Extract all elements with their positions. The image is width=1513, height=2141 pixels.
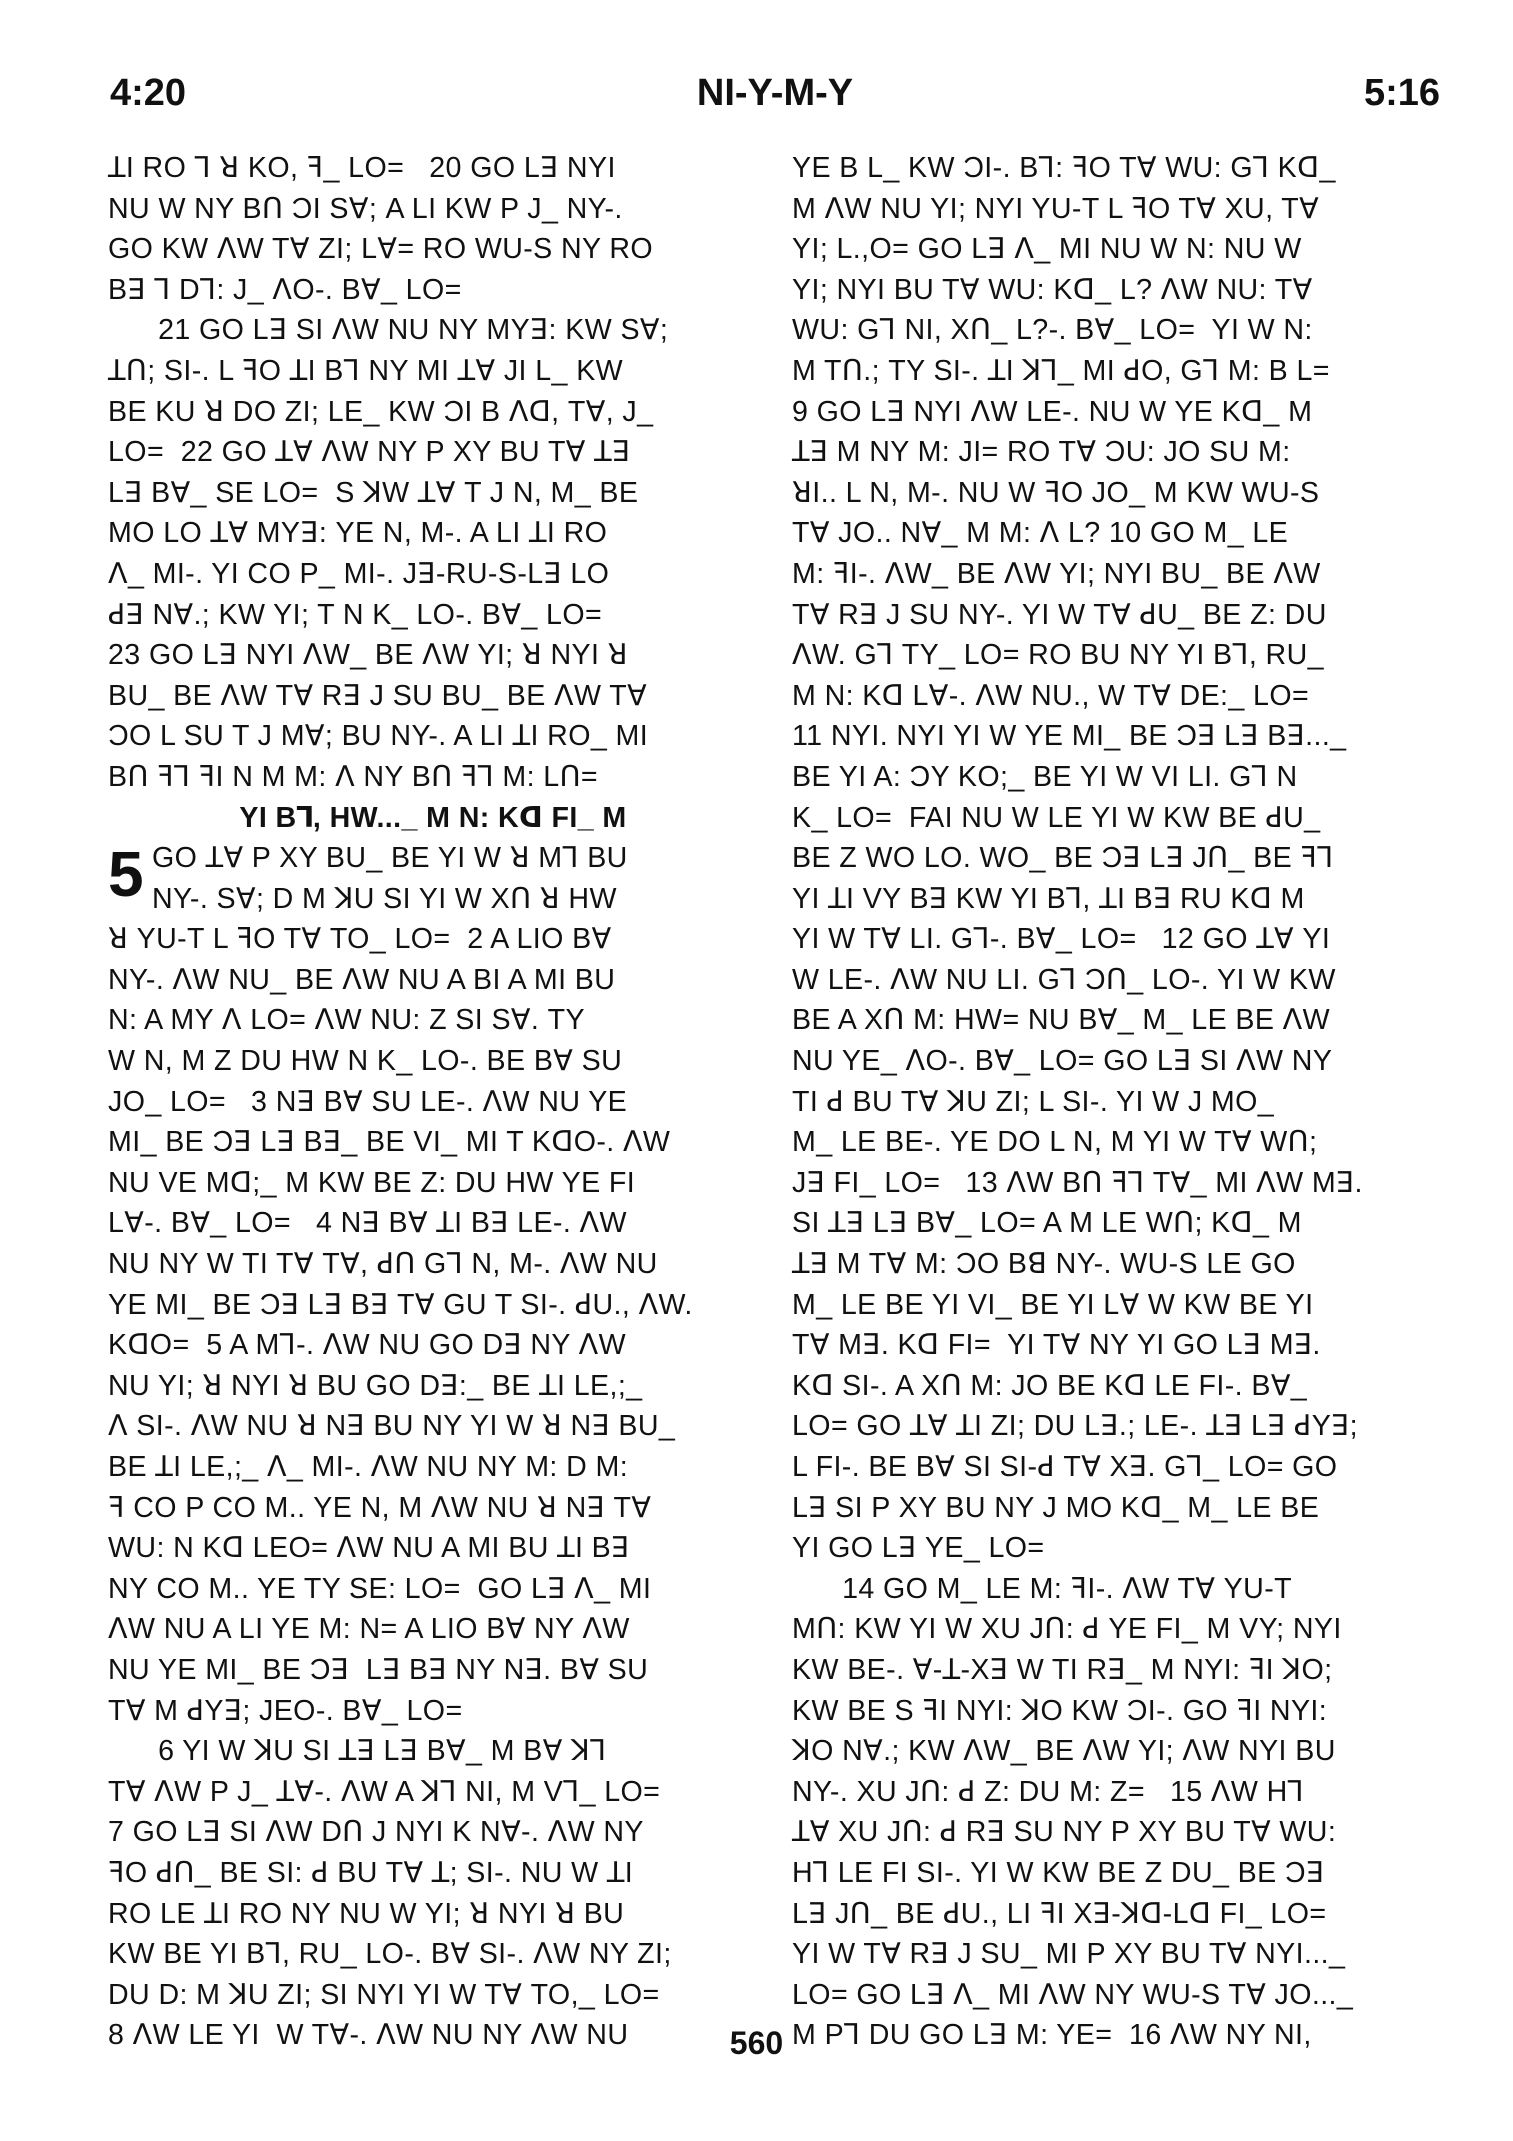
text-line: ꟻ CO P CO M.. YE N, M ꓥW NU ꓤ Nꓱ Tꓯ <box>108 1491 652 1524</box>
text-line: ꓥ_ MI-. YI CO P_ MI-. Jꓱ-RU-S-Lꓱ LO <box>108 557 610 590</box>
text-line: N: A MY ꓥ LO= ꓥW NU: Z SI Sꓯ. TY <box>108 1004 585 1037</box>
text-line: ꓥW. Gꓶ TY_ LO= RO BU NY YI Bꓶ, RU_ <box>792 639 1324 672</box>
text-line: ꓘO Nꓯ.; KW ꓥW_ BE ꓥW YI; ꓥW NYI BU <box>792 1735 1336 1768</box>
text-line: YE B L_ KW ƆI-. Bꓶ: ꟻO Tꓯ WU: Gꓶ Kꓷ_ <box>792 152 1336 184</box>
text-line: KW BE YI Bꓶ, RU_ LO-. Bꓯ SI-. ꓥW NY ZI; <box>108 1938 672 1971</box>
text-line: W N, M Z DU HW N K_ LO-. BE Bꓯ SU <box>108 1045 623 1078</box>
text-line: Hꓶ LE FI SI-. YI W KW BE Z DU_ BE Ɔꓱ <box>792 1856 1325 1889</box>
text-line: BE A Xꓵ M: HW= NU Bꓯ_ M_ LE BE ꓥW <box>792 1004 1331 1037</box>
text-line: BE YI A: ƆY KO;_ BE YI W VI LI. Gꓶ N <box>792 760 1298 793</box>
text-line: M_ LE BE YI VI_ BE YI Lꓯ W KW BE YI <box>792 1288 1314 1321</box>
text-line: Tꓯ Mꓱ. Kꓷ FI= YI Tꓯ NY YI GO Lꓱ Mꓱ. <box>792 1329 1321 1362</box>
text-line: KW BE S ꟻI NYI: ꓘO KW ƆI-. GO ꟻI NYI: <box>792 1694 1328 1727</box>
text-line: ꟻO ꓒꓵ_ BE SI: ꓒ BU Tꓯ ꓕ; SI-. NU W ꓕI <box>108 1856 634 1889</box>
text-line: ꓒꓱ Nꓯ.; KW YI; T N K_ LO-. Bꓯ_ LO= <box>108 598 603 631</box>
text-line: YI W Tꓯ LI. Gꓶ-. Bꓯ_ LO= 12 GO ꓕꓯ YI <box>792 923 1331 956</box>
text-line: SI ꓕꓱ Lꓱ Bꓯ_ LO= A M LE Wꓵ; Kꓷ_ M <box>792 1207 1302 1240</box>
text-line: 7 GO Lꓱ SI ꓥW Dꓵ J NYI K Nꓯ-. ꓥW NY <box>108 1816 644 1849</box>
text-line: M: ꟻI-. ꓥW_ BE ꓥW YI; NYI BU_ BE ꓥW <box>792 557 1321 590</box>
text-line: ꓕI RO ꓶ ꓤ KO, ꟻ_ LO= 20 GO Lꓱ NYI <box>108 152 616 184</box>
text-line: M N: Kꓷ Lꓯ-. ꓥW NU., W Tꓯ DE:_ LO= <box>792 679 1310 712</box>
text-line: JO_ LO= 3 Nꓱ Bꓯ SU LE-. ꓥW NU YE <box>108 1085 628 1118</box>
text-line: Tꓯ JO.. Nꓯ_ M M: ꓥ L? 10 GO M_ LE <box>792 517 1289 550</box>
text-line: DU D: M ꓘU ZI; SI NYI YI W Tꓯ TO,_ LO= <box>108 1978 660 2011</box>
text-line: Bꓵ ꟻꓶ ꟻI N M M: ꓥ NY Bꓵ ꟻꓶ M: Lꓵ= <box>108 760 599 793</box>
text-line: NY-. Sꓯ; D M ꓘU SI YI W Xꓵ ꓤ HW <box>152 882 617 915</box>
text-line: NY-. XU Jꓵ: ꓒ Z: DU M: Z= 15 ꓥW Hꓶ <box>792 1775 1304 1808</box>
text-line: NU YI; ꓤ NYI ꓤ BU GO Dꓱ:_ BE ꓕI LE,;_ <box>108 1369 643 1402</box>
text-line: NY CO M.. YE TY SE: LO= GO Lꓱ ꓥ_ MI <box>108 1572 652 1605</box>
text-line: ꓤ YU-T L ꟻO Tꓯ TO_ LO= 2 A LIO Bꓯ <box>108 923 612 956</box>
text-line: ꓕꓵ; SI-. L ꟻO ꓕI Bꓶ NY MI ꓕꓯ JI L_ KW <box>108 354 624 387</box>
text-line: GO KW ꓥW Tꓯ ZI; Lꓯ= RO WU-S NY RO <box>108 233 654 266</box>
text-line: RO LE ꓕI RO NY NU W YI; ꓤ NYI ꓤ BU <box>108 1897 625 1930</box>
text-line: ꓥW NU A LI YE M: N= A LIO Bꓯ NY ꓥW <box>108 1613 630 1646</box>
text-line: Tꓯ M ꓒYꓱ; JEO-. Bꓯ_ LO= <box>108 1694 463 1727</box>
page-number: 560 <box>729 2025 784 2061</box>
text-line: YI; NYI BU Tꓯ WU: Kꓷ_ L? ꓥW NU: Tꓯ <box>792 273 1313 306</box>
header-book-title: NI-Y-M-Y <box>696 72 854 114</box>
text-line: LO= 22 GO ꓕꓯ ꓥW NY P XY BU Tꓯ ꓕꓱ <box>108 436 631 469</box>
text-line: Lꓱ SI P XY BU NY J MO Kꓷ_ M_ LE BE <box>792 1491 1320 1524</box>
text-line: 21 GO Lꓱ SI ꓥW NU NY MYꓱ: KW Sꓯ; <box>108 314 669 347</box>
text-line: 9 GO Lꓱ NYI ꓥW LE-. NU W YE Kꓷ_ M <box>792 395 1313 428</box>
text-line: LO= GO Lꓱ ꓥ_ MI ꓥW NY WU-S Tꓯ JO..._ <box>792 1978 1354 2011</box>
text-line: KꓷO= 5 A Mꓶ-. ꓥW NU GO Dꓱ NY ꓥW <box>108 1329 627 1362</box>
left-text-column <box>108 148 758 2052</box>
text-line: Lꓯ-. Bꓯ_ LO= 4 Nꓱ Bꓯ ꓕI Bꓱ LE-. ꓥW <box>108 1207 627 1240</box>
text-line: BE Z WO LO. WO_ BE Ɔꓱ Lꓱ Jꓵ_ BE ꟻꓶ <box>792 842 1334 875</box>
text-line: L FI-. BE Bꓯ SI SI-ꓒ Tꓯ Xꓱ. Gꓶ_ LO= GO <box>792 1451 1338 1483</box>
text-line: ƆO L SU T J Mꓯ; BU NY-. A LI ꓕI RO_ MI <box>108 720 649 753</box>
text-line: YE MI_ BE Ɔꓱ Lꓱ Bꓱ Tꓯ GU T SI-. ꓒU., ꓥW. <box>108 1288 693 1321</box>
text-line: Mꓵ: KW YI W XU Jꓵ: ꓒ YE FI_ M VY; NYI <box>792 1613 1342 1646</box>
text-line: ꓕꓯ XU Jꓵ: ꓒ Rꓱ SU NY P XY BU Tꓯ WU: <box>792 1816 1337 1849</box>
text-line: BU_ BE ꓥW Tꓯ Rꓱ J SU BU_ BE ꓥW Tꓯ <box>108 679 648 712</box>
text-line: MI_ BE Ɔꓱ Lꓱ Bꓱ_ BE VI_ MI T KꓷO-. ꓥW <box>108 1126 671 1159</box>
text-line: YI GO Lꓱ YE_ LO= <box>792 1532 1045 1565</box>
text-line: K_ LO= FAI NU W LE YI W KW BE ꓒU_ <box>792 801 1321 834</box>
text-line: ꓥ SI-. ꓥW NU ꓤ Nꓱ BU NY YI W ꓤ Nꓱ BU_ <box>108 1410 676 1443</box>
text-line: ꓤI.. L N, M-. NU W ꟻO JO_ M KW WU-S <box>792 476 1320 509</box>
text-line: 11 NYI. NYI YI W YE MI_ BE Ɔꓱ Lꓱ Bꓱ..._ <box>792 720 1347 753</box>
text-line: Jꓱ FI_ LO= 13 ꓥW Bꓵ ꟻꓶ Tꓯ_ MI ꓥW Mꓱ. <box>792 1166 1363 1199</box>
text-line: 6 YI W ꓘU SI ꓕꓱ Lꓱ Bꓯ_ M Bꓯ ꓘꓶ <box>108 1735 607 1768</box>
text-line: GO ꓕꓯ P XY BU_ BE YI W ꓤ Mꓶ BU <box>152 842 628 875</box>
text-line: M Pꓶ DU GO Lꓱ M: YE= 16 ꓥW NY NI, <box>792 2019 1312 2052</box>
text-line: NU VE Mꓷ;_ M KW BE Z: DU HW YE FI <box>108 1166 636 1199</box>
text-line: M Tꓵ.; TY SI-. ꓕI ꓘꓶ_ MI ꓒO, Gꓶ M: B L= <box>792 354 1330 387</box>
text-line: NU NY W TI Tꓯ Tꓯ, ꓒꓵ Gꓶ N, M-. ꓥW NU <box>108 1248 658 1281</box>
text-line: M_ LE BE-. YE DO L N, M YI W Tꓯ Wꓵ; <box>792 1126 1318 1159</box>
text-line: Tꓯ Rꓱ J SU NY-. YI W Tꓯ ꓒU_ BE Z: DU <box>792 598 1327 631</box>
text-line: Tꓯ ꓥW P J_ ꓕꓯ-. ꓥW A ꓘꓶ NI, M Vꓶ_ LO= <box>108 1775 661 1808</box>
text-line: Lꓱ Bꓯ_ SE LO= S ꓘW ꓕꓯ T J N, M_ BE <box>108 476 639 509</box>
chapter-heading: YI Bꓶ, HW..._ M N: Kꓷ FI_ M <box>239 801 627 834</box>
text-line: W LE-. ꓥW NU LI. Gꓶ Ɔꓵ_ LO-. YI W KW <box>792 963 1336 996</box>
chapter-number: 5 <box>108 838 144 911</box>
header-right-reference: 5:16 <box>1363 72 1440 114</box>
text-line: NU YE_ ꓥO-. Bꓯ_ LO= GO Lꓱ SI ꓥW NY <box>792 1045 1333 1078</box>
text-line: NY-. ꓥW NU_ BE ꓥW NU A BI A MI BU <box>108 963 616 996</box>
text-line: ꓕꓱ M NY M: JI= RO Tꓯ ƆU: JO SU M: <box>792 436 1291 469</box>
text-line: LO= GO ꓕꓯ ꓕI ZI; DU Lꓱ.; LE-. ꓕꓱ Lꓱ ꓒYꓱ; <box>792 1410 1358 1443</box>
text-line: 8 ꓥW LE YI W Tꓯ-. ꓥW NU NY ꓥW NU <box>108 2019 629 2052</box>
text-line: KW BE-. ꓯ-ꓕ-Xꓱ W TI Rꓱ_ M NYI: ꟻI ꓘO; <box>792 1653 1333 1686</box>
text-line: Lꓱ Jꓵ_ BE ꓒU., LI ꟻI Xꓱ-ꓘꓷ-Lꓷ FI_ LO= <box>792 1897 1327 1930</box>
text-line: 14 GO M_ LE M: ꟻI-. ꓥW Tꓯ YU-T <box>792 1572 1292 1605</box>
text-line: WU: Gꓶ NI, Xꓵ_ L?-. Bꓯ_ LO= YI W N: <box>792 314 1313 347</box>
text-line: 23 GO Lꓱ NYI ꓥW_ BE ꓥW YI; ꓤ NYI ꓤ <box>108 639 628 672</box>
text-line: WU: N Kꓷ LEO= ꓥW NU A MI BU ꓕI Bꓱ <box>108 1532 630 1565</box>
running-header <box>110 72 1440 132</box>
text-line: BE ꓕI LE,;_ ꓥ_ MI-. ꓥW NU NY M: D M: <box>108 1451 629 1483</box>
text-line: M ꓥW NU YI; NYI YU-T L ꟻO Tꓯ XU, Tꓯ <box>792 192 1320 225</box>
text-line: NU W NY Bꓵ ƆI Sꓯ; A LI KW P J_ NY-. <box>108 192 623 225</box>
right-text-column <box>792 148 1444 2052</box>
text-line: Kꓷ SI-. A Xꓵ M: JO BE Kꓷ LE FI-. Bꓯ_ <box>792 1369 1308 1402</box>
text-line: MO LO ꓕꓯ MYꓱ: YE N, M-. A LI ꓕI RO <box>108 517 608 550</box>
text-line: TI ꓒ BU Tꓯ ꓘU ZI; L SI-. YI W J MO_ <box>792 1085 1275 1118</box>
text-line: YI W Tꓯ Rꓱ J SU_ MI P XY BU Tꓯ NYI..._ <box>792 1938 1346 1971</box>
text-line: BE KU ꓤ DO ZI; LE_ KW ƆI B ꓥꓷ, Tꓯ, J_ <box>108 395 654 428</box>
text-line: NU YE MI_ BE Ɔꓱ Lꓱ Bꓱ NY Nꓱ. Bꓯ SU <box>108 1653 649 1686</box>
text-line: YI ꓕI VY Bꓱ KW YI Bꓶ, ꓕI Bꓱ RU Kꓷ M <box>792 882 1305 915</box>
header-left-reference: 4:20 <box>110 72 187 114</box>
text-line: YI; L.,O= GO Lꓱ ꓥ_ MI NU W N: NU W <box>792 233 1302 266</box>
text-line: Bꓱ ꓶ Dꓶ: J_ ꓥO-. Bꓯ_ LO= <box>108 273 462 306</box>
text-line: ꓕꓱ M Tꓯ M: ƆO Bꓭ NY-. WU-S LE GO <box>792 1248 1296 1281</box>
